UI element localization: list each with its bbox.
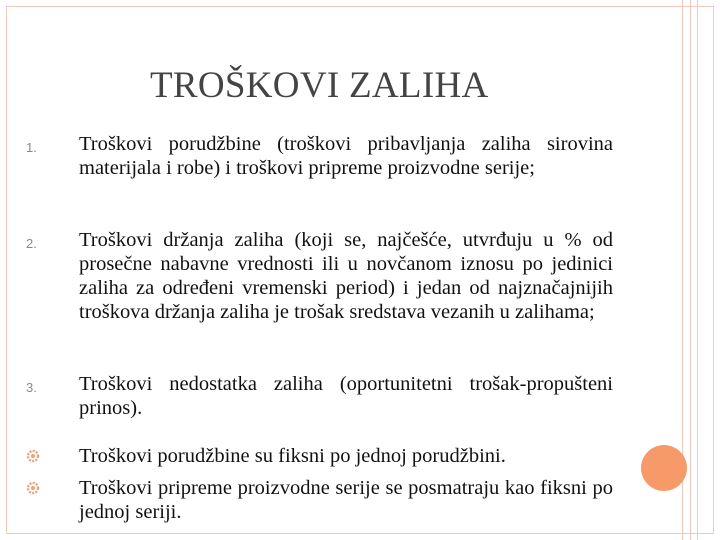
gear-icon xyxy=(26,481,40,495)
list-item-text: Troškovi porudžbine (troškovi pribavljanja zaliha sirovina materijala i robe) i troškovi pripreme proizvodne serije; xyxy=(79,133,613,179)
list-number: 3. xyxy=(26,380,37,395)
list-item-text: Troškovi porudžbine su fiksni po jednoj porudžbini. xyxy=(79,445,506,467)
list-item-text: Troškovi pripreme proizvodne serije se posmatraju kao fiksni po jednoj seriji. xyxy=(79,477,613,523)
gear-icon xyxy=(26,449,40,463)
list-number: 2. xyxy=(26,236,37,251)
decorative-line xyxy=(697,0,698,540)
slide-title: TROŠKOVI ZALIHA xyxy=(150,65,489,106)
list-item-text: Troškovi držanja zaliha (koji se, najčešće, utvrđuju u % od prosečne nabavne vrednosti ili u novčanom iznosu po jedinici zaliha za određeni vremenski period) i jedan od najznačajnijih troškova držanja zaliha je trošak sredstava vezanih u zalihama; xyxy=(79,229,613,323)
list-number: 1. xyxy=(26,140,37,155)
list-item-text: Troškovi nedostatka zaliha (oportunitetni trošak-propušteni prinos). xyxy=(79,373,613,419)
decorative-circle xyxy=(641,445,687,491)
decorative-line xyxy=(690,0,691,540)
